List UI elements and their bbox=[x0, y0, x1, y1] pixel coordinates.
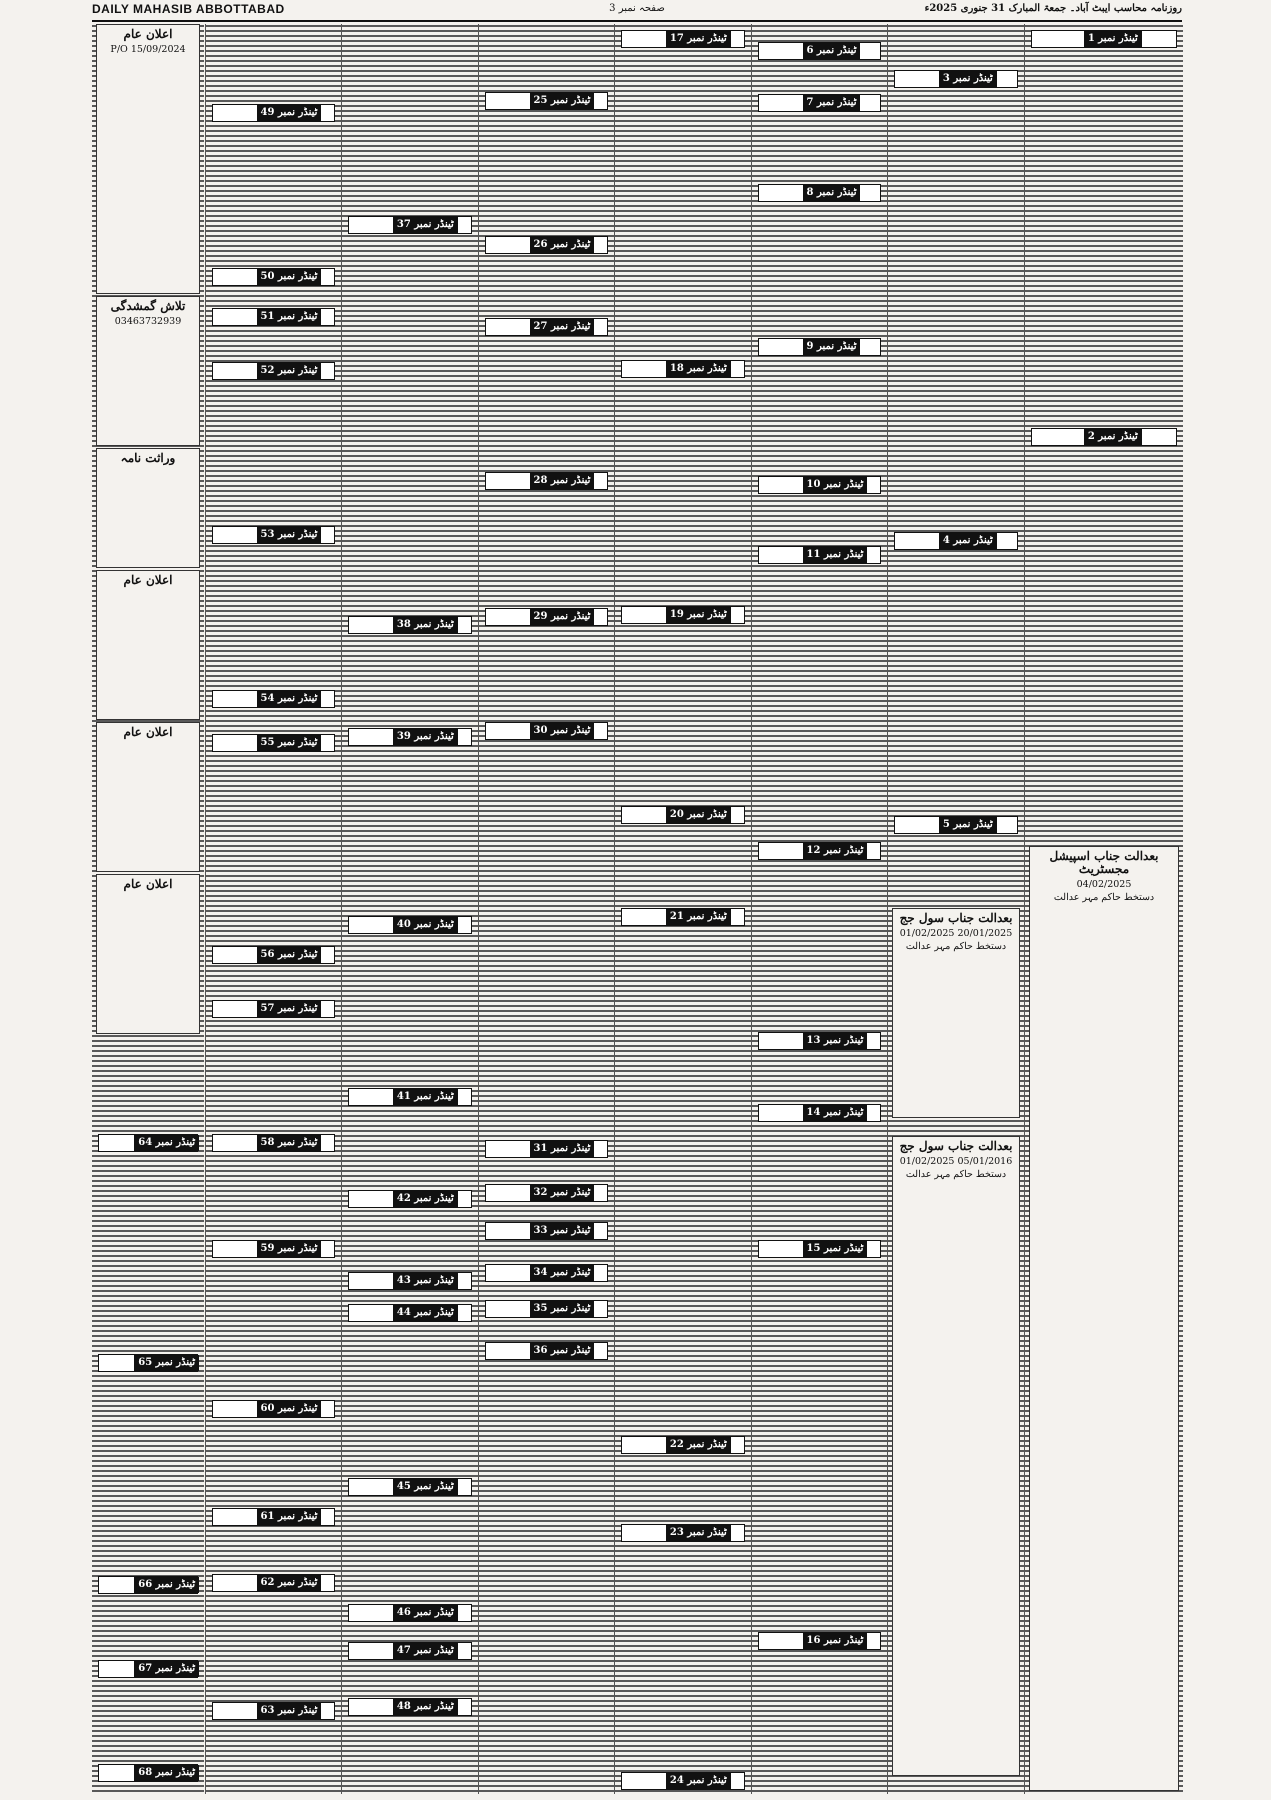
tender-label: ٹینڈر نمبر 67 bbox=[98, 1660, 198, 1678]
tender-label: ٹینڈر نمبر 26 bbox=[485, 236, 608, 254]
notice-heading: اعلان عام bbox=[123, 877, 173, 891]
tender-label: ٹینڈر نمبر 48 bbox=[348, 1698, 472, 1716]
tender-label: ٹینڈر نمبر 59 bbox=[212, 1240, 335, 1258]
tender-label: ٹینڈر نمبر 11 bbox=[758, 546, 881, 564]
tender-label: ٹینڈر نمبر 55 bbox=[212, 734, 335, 752]
tender-label: ٹینڈر نمبر 30 bbox=[485, 722, 608, 740]
court-notice bbox=[1029, 846, 1179, 1791]
tender-label: ٹینڈر نمبر 14 bbox=[758, 1104, 881, 1122]
column-5 bbox=[478, 24, 614, 1794]
tender-label: ٹینڈر نمبر 10 bbox=[758, 476, 881, 494]
date-line: روزنامہ محاسب ایبٹ آباد۔ جمعۃ المبارک 31 جنوری 2025ء bbox=[924, 3, 1182, 14]
tender-label: ٹینڈر نمبر 64 bbox=[98, 1134, 198, 1152]
tender-label: ٹینڈر نمبر 40 bbox=[348, 916, 472, 934]
tender-label: ٹینڈر نمبر 5 bbox=[894, 816, 1018, 834]
tender-label: ٹینڈر نمبر 28 bbox=[485, 472, 608, 490]
court-notice bbox=[892, 908, 1020, 1118]
public-notice bbox=[96, 570, 200, 720]
tender-label: ٹینڈر نمبر 58 bbox=[212, 1134, 335, 1152]
tender-label: ٹینڈر نمبر 2 bbox=[1031, 428, 1177, 446]
tender-label: ٹینڈر نمبر 46 bbox=[348, 1604, 472, 1622]
tender-label: ٹینڈر نمبر 8 bbox=[758, 184, 881, 202]
tender-label: ٹینڈر نمبر 19 bbox=[621, 606, 745, 624]
tender-label: ٹینڈر نمبر 63 bbox=[212, 1702, 335, 1720]
column-3 bbox=[751, 24, 887, 1794]
notice-signoff: دستخط حاکم مہر عدالت bbox=[905, 941, 1007, 952]
tender-label: ٹینڈر نمبر 24 bbox=[621, 1772, 745, 1790]
tender-label: ٹینڈر نمبر 39 bbox=[348, 728, 472, 746]
tender-label: ٹینڈر نمبر 3 bbox=[894, 70, 1018, 88]
notice-body: 03463732939 bbox=[114, 316, 182, 327]
column-2 bbox=[887, 24, 1024, 1794]
tender-label: ٹینڈر نمبر 7 bbox=[758, 94, 881, 112]
tender-label: ٹینڈر نمبر 25 bbox=[485, 92, 608, 110]
tender-label: ٹینڈر نمبر 32 bbox=[485, 1184, 608, 1202]
tender-label: ٹینڈر نمبر 41 bbox=[348, 1088, 472, 1106]
tender-label: ٹینڈر نمبر 62 bbox=[212, 1574, 335, 1592]
tender-label: ٹینڈر نمبر 34 bbox=[485, 1264, 608, 1282]
tender-label: ٹینڈر نمبر 47 bbox=[348, 1642, 472, 1660]
tender-label: ٹینڈر نمبر 61 bbox=[212, 1508, 335, 1526]
tender-label: ٹینڈر نمبر 43 bbox=[348, 1272, 472, 1290]
tender-label: ٹینڈر نمبر 27 bbox=[485, 318, 608, 336]
notice-heading: اعلان عام bbox=[123, 573, 173, 587]
tender-label: ٹینڈر نمبر 6 bbox=[758, 42, 881, 60]
tender-label: ٹینڈر نمبر 21 bbox=[621, 908, 745, 926]
tender-label: ٹینڈر نمبر 54 bbox=[212, 690, 335, 708]
tender-label: ٹینڈر نمبر 16 bbox=[758, 1632, 881, 1650]
tender-label: ٹینڈر نمبر 9 bbox=[758, 338, 881, 356]
tender-label: ٹینڈر نمبر 60 bbox=[212, 1400, 335, 1418]
column-8 bbox=[92, 24, 204, 1794]
tender-label: ٹینڈر نمبر 44 bbox=[348, 1304, 472, 1322]
tender-label: ٹینڈر نمبر 20 bbox=[621, 806, 745, 824]
column-6 bbox=[341, 24, 478, 1794]
tender-label: ٹینڈر نمبر 53 bbox=[212, 526, 335, 544]
tender-label: ٹینڈر نمبر 57 bbox=[212, 1000, 335, 1018]
tender-label: ٹینڈر نمبر 65 bbox=[98, 1354, 198, 1372]
tender-label: ٹینڈر نمبر 18 bbox=[621, 360, 745, 378]
notice-heading: اعلان عام bbox=[123, 27, 173, 41]
tender-label: ٹینڈر نمبر 17 bbox=[621, 30, 745, 48]
tender-label: ٹینڈر نمبر 29 bbox=[485, 608, 608, 626]
notice-heading: اعلان عام bbox=[123, 725, 173, 739]
public-notice bbox=[96, 874, 200, 1034]
tender-label: ٹینڈر نمبر 13 bbox=[758, 1032, 881, 1050]
tender-label: ٹینڈر نمبر 52 bbox=[212, 362, 335, 380]
tender-label: ٹینڈر نمبر 12 bbox=[758, 842, 881, 860]
court-notice bbox=[892, 1136, 1020, 1776]
missing-person-notice bbox=[96, 296, 200, 446]
notice-body: P/O 15/09/2024 bbox=[110, 44, 186, 55]
masthead bbox=[92, 2, 1182, 22]
notice-dates: 20/01/2025 01/02/2025 bbox=[899, 928, 1013, 939]
notice-signoff: دستخط حاکم مہر عدالت bbox=[1053, 892, 1155, 903]
tender-label: ٹینڈر نمبر 51 bbox=[212, 308, 335, 326]
tender-label: ٹینڈر نمبر 42 bbox=[348, 1190, 472, 1208]
notice-heading: بعدالت جناب سول جج bbox=[899, 911, 1013, 925]
columns-area bbox=[92, 24, 1182, 1794]
succession-notice bbox=[96, 448, 200, 568]
notice-dates: 05/01/2016 01/02/2025 bbox=[899, 1156, 1013, 1167]
public-notice bbox=[96, 722, 200, 872]
notice-heading: تلاش گمشدگی bbox=[110, 299, 186, 313]
column-7 bbox=[205, 24, 341, 1794]
tender-label: ٹینڈر نمبر 31 bbox=[485, 1140, 608, 1158]
tender-label: ٹینڈر نمبر 22 bbox=[621, 1436, 745, 1454]
notice-heading: وراثت نامہ bbox=[120, 451, 176, 465]
column-1 bbox=[1024, 24, 1183, 1794]
tender-label: ٹینڈر نمبر 38 bbox=[348, 616, 472, 634]
notice-dates: 04/02/2025 bbox=[1076, 879, 1132, 890]
notice-heading: بعدالت جناب سول جج bbox=[899, 1139, 1013, 1153]
column-4 bbox=[614, 24, 751, 1794]
tender-label: ٹینڈر نمبر 56 bbox=[212, 946, 335, 964]
tender-label: ٹینڈر نمبر 1 bbox=[1031, 30, 1177, 48]
tender-label: ٹینڈر نمبر 33 bbox=[485, 1222, 608, 1240]
tender-label: ٹینڈر نمبر 4 bbox=[894, 532, 1018, 550]
page-number: صفحہ نمبر 3 bbox=[609, 3, 665, 14]
tender-label: ٹینڈر نمبر 15 bbox=[758, 1240, 881, 1258]
public-notice bbox=[96, 24, 200, 294]
tender-label: ٹینڈر نمبر 23 bbox=[621, 1524, 745, 1542]
tender-label: ٹینڈر نمبر 68 bbox=[98, 1764, 198, 1782]
paper-name: DAILY MAHASIB ABBOTTABAD bbox=[92, 2, 285, 16]
tender-label: ٹینڈر نمبر 37 bbox=[348, 216, 472, 234]
notice-signoff: دستخط حاکم مہر عدالت bbox=[905, 1169, 1007, 1180]
notice-heading: بعدالت جناب اسپیشل مجسٹریٹ bbox=[1049, 849, 1159, 876]
tender-label: ٹینڈر نمبر 36 bbox=[485, 1342, 608, 1360]
tender-label: ٹینڈر نمبر 50 bbox=[212, 268, 335, 286]
tender-label: ٹینڈر نمبر 49 bbox=[212, 104, 335, 122]
tender-label: ٹینڈر نمبر 45 bbox=[348, 1478, 472, 1496]
tender-label: ٹینڈر نمبر 66 bbox=[98, 1576, 198, 1594]
tender-label: ٹینڈر نمبر 35 bbox=[485, 1300, 608, 1318]
